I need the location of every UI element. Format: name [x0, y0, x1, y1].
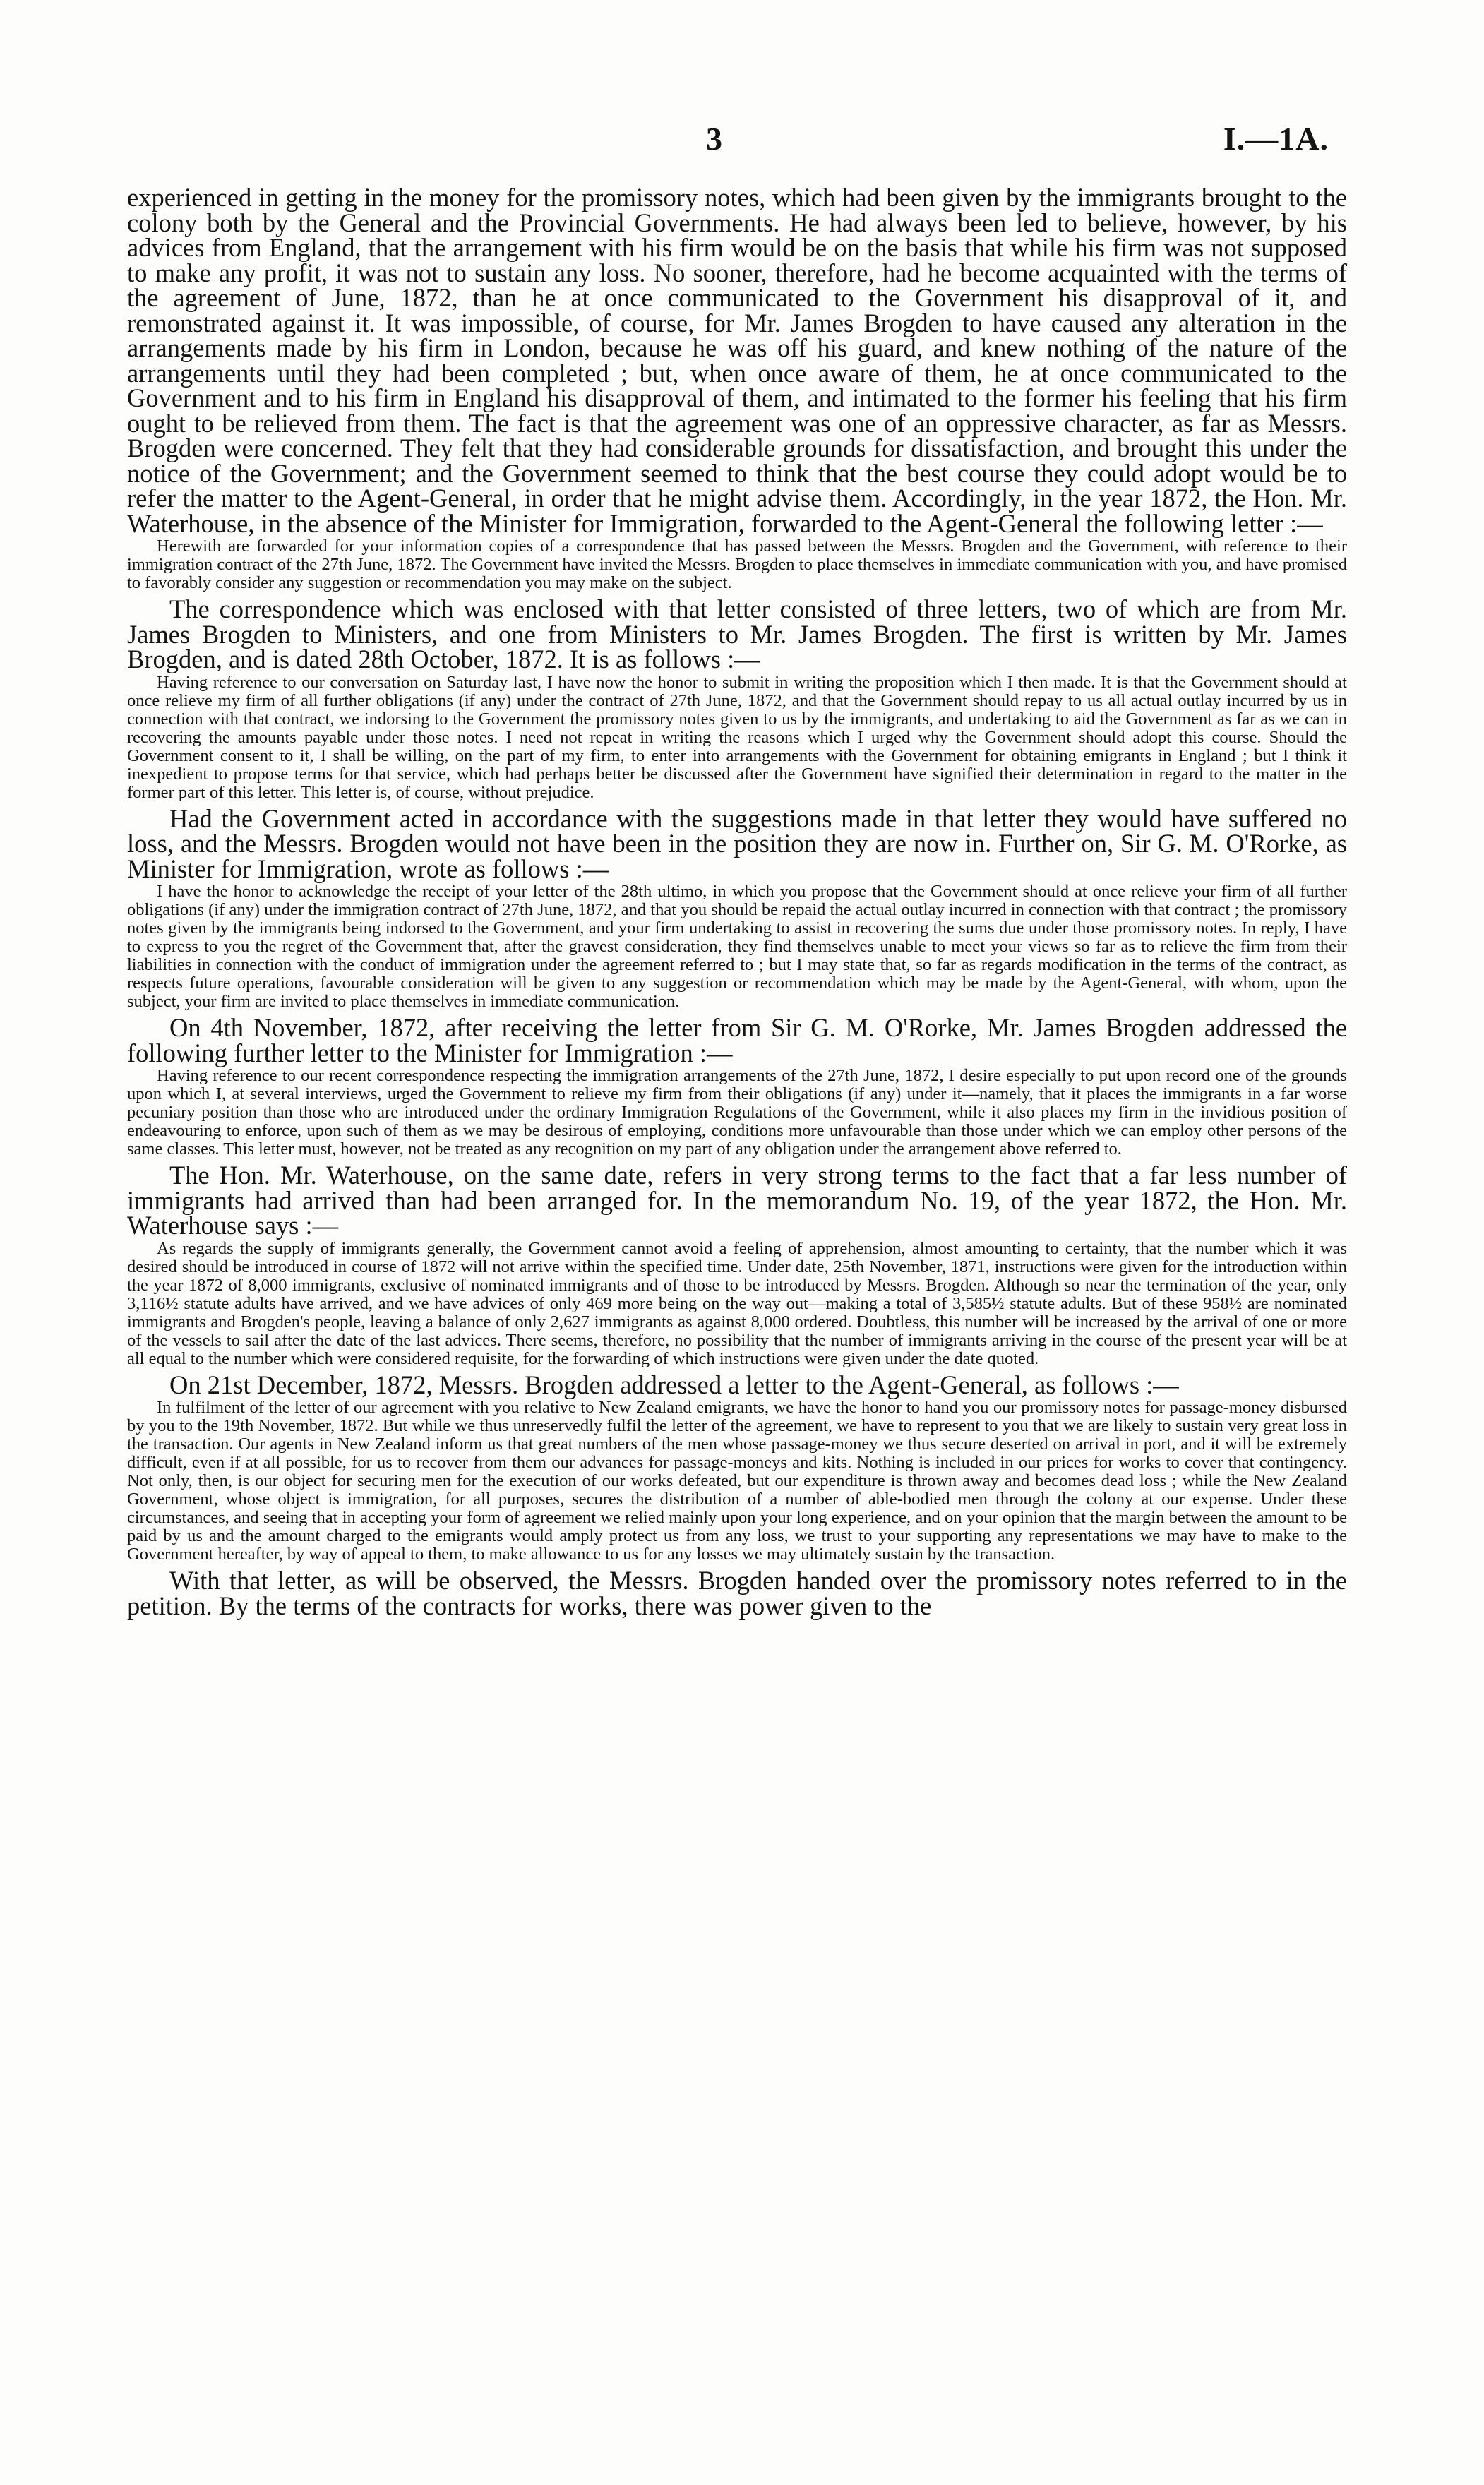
page-body: [127, 185, 1347, 1618]
page-number: 3: [706, 121, 722, 157]
quoted-letter: I have the honor to acknowledge the receipt of your letter of the 28th ultimo, in which you propose that the Government should at once relieve your firm of all further obligations (if any) under the immigration contract of 27th June, 1872, and that you should be repaid the actual outlay incurred in connection with that contract ; the promissory notes given by the immigrants being indorsed to the Government, and your firm undertaking to assist in recovering the sums due under those promissory notes. In reply, I have to express to you the regret of the Government that, after the gravest consideration, they find themselves unable to meet your views so far as to relieve the firm from their liabilities in connection with the conduct of immigration under the agreement referred to ; but I may state that, so far as regards modification in the terms of the contract, as respects future operations, favourable consideration will be given to any suggestion or recommendation which may be made by the Agent-General, with whom, upon the subject, your firm are invited to place themselves in immediate communication.: [127, 882, 1347, 1011]
body-paragraph: With that letter, as will be observed, the Messrs. Brogden handed over the promissory notes referred to in the petition. By the terms of the contracts for works, there was power given to the: [127, 1566, 1347, 1620]
page-header: [0, 120, 1484, 169]
body-paragraph: The correspondence which was enclosed with that letter consisted of three letters, two of which are from Mr. James Brogden to Ministers, and one from Ministers to Mr. James Brogden. The first is written by Mr. James Brogden, and is dated 28th October, 1872. It is as follows :—: [127, 594, 1347, 673]
body-paragraph: On 21st December, 1872, Messrs. Brogden addressed a letter to the Agent-General, as follows :—: [169, 1370, 1179, 1399]
body-paragraph: The Hon. Mr. Waterhouse, on the same date, refers in very strong terms to the fact that a far less number of immigrants had arrived than had been arranged for. In the memorandum No. 19, of the year 1872, the Hon. Mr. Waterhouse says :—: [127, 1161, 1347, 1240]
quoted-letter: Having reference to our recent correspondence respecting the immigration arrangements of the 27th June, 1872, I desire especially to put upon record one of the grounds upon which I, at several interviews, urged the Government to relieve my firm from their obligations (if any) under it—namely, that it places the immigrants in a far worse pecuniary position than those who are introduced under the ordinary Immigration Regulations of the Government, while it also places my firm in the invidious position of endeavouring to enforce, upon such of them as we may be desirous of employing, conditions more unfavourable than those under which we can employ other persons of the same classes. This letter must, however, not be treated as any recognition on my part of any obligation under the arrangement above referred to.: [127, 1066, 1347, 1158]
quoted-memorandum: As regards the supply of immigrants generally, the Government cannot avoid a feeling of apprehension, almost amounting to certainty, that the number which it was desired should be introduced in course of 1872 will not arrive within the specified time. Under date, 25th November, 1871, instructions were given for the introduction within the year 1872 of 8,000 immigrants, exclusive of nominated immigrants and of those to be introduced by Messrs. Brogden. Although so near the termination of the year, only 3,116½ statute adults have arrived, and we have advices of only 469 more being on the way out—making a total of 3,585½ statute adults. But of these 958½ are nominated immigrants and Brogden's people, leaving a balance of only 2,627 immigrants as against 8,000 ordered. Doubtless, this number will be increased by the arrival of one or more of the vessels to sail after the date of the last advices. There seems, therefore, no possibility that the number of immigrants arriving in the course of the present year will be at all equal to the number which were considered requisite, for the forwarding of which instructions were given under the date quoted.: [127, 1238, 1347, 1368]
document-reference: I.—1A.: [1223, 121, 1329, 157]
quoted-letter: Herewith are forwarded for your information copies of a correspondence that has passed between the Messrs. Brogden and the Government, with reference to their immigration contract of the 27th June, 1872. The Government have invited the Messrs. Brogden to place themselves in immediate communication with you, and have promised to favorably consider any suggestion or recommendation you may make on the subject.: [127, 537, 1347, 592]
body-paragraph: Had the Government acted in accordance with the suggestions made in that letter they would have suffered no loss, and the Messrs. Brogden would not have been in the position they are now in. Further on, Sir G. M. O'Rorke, as Minister for Immigration, wrote as follows :—: [127, 803, 1347, 883]
quoted-letter: In fulfilment of the letter of our agreement with you relative to New Zealand emigrants, we have the honor to hand you our promissory notes for passage-money disbursed by you to the 19th November, 1872. But while we thus unreservedly fulfil the letter of the agreement, we have to represent to you that we are likely to sustain very great loss in the transaction. Our agents in New Zealand inform us that great numbers of the men whose passage-money we thus secure deserted on arrival in port, and it will be extremely difficult, even if at all possible, for us to recover from them our advances for passage-moneys and kits. Nothing is included in our prices for works to cover that contingency. Not only, then, is our object for securing men for the execution of our works defeated, but our expenditure is thrown away and becomes dead loss ; while the New Zealand Government, whose object is immigration, for all purposes, secures the distribution of a number of able-bodied men through the colony at our expense. Under these circumstances, and seeing that in accepting your form of agreement we relied mainly upon your long experience, and on your opinion that the margin between the amount to be paid by us and the amount charged to the emigrants would amply protect us from any loss, we trust to your supporting any representations we may have to make to the Government hereafter, by way of appeal to them, to make allowance to us for any losses we may ultimately sustain by the transaction.: [127, 1398, 1347, 1564]
body-paragraph: On 4th November, 1872, after receiving the letter from Sir G. M. O'Rorke, Mr. James Brogden addressed the following further letter to the Minister for Immigration :—: [127, 1013, 1347, 1067]
body-paragraph: experienced in getting in the money for the promissory notes, which had been given by the immigrants brought to the colony both by the General and the Provincial Governments. He had always been led to believe, however, by his advices from England, that the arrangement with his firm would be on the basis that while his firm was not supposed to make any profit, it was not to sustain any loss. No sooner, therefore, had he become acquainted with the terms of the agreement of June, 1872, than he at once communicated to the Government his disapproval of it, and remonstrated against it. It was impossible, of course, for Mr. James Brogden to have caused any alteration in the arrangements made by his firm in London, because he was off his guard, and knew nothing of the nature of the arrangements until they had been completed ; but, when once aware of them, he at once communicated to the Government and to his firm in England his disapproval of them, and intimated to the former his feeling that his firm ought to be relieved from them. The fact is that the agreement was one of an oppressive character, as far as Messrs. Brogden were concerned. They felt that they had considerable grounds for dissatisfaction, and brought this under the notice of the Government; and the Government seemed to think that the best course they could adopt would be to refer the matter to the Agent-General, in order that he might advise them. Accordingly, in the year 1872, the Hon. Mr. Waterhouse, in the absence of the Minister for Immigration, forwarded to the Agent-General the following letter :—: [127, 183, 1347, 538]
quoted-letter: Having reference to our conversation on Saturday last, I have now the honor to submit in writing the proposition which I then made. It is that the Government should at once relieve my firm of all further obligations (if any) under the contract of 27th June, 1872, and that the Government should repay to us all actual outlay incurred by us in connection with that contract, we indorsing to the Government the promissory notes given to us by the immigrants, and undertaking to aid the Government as far as we can in recovering the amounts payable under those notes. I need not repeat in writing the reasons which I urged why the Government should adopt this course. Should the Government consent to it, I shall be willing, on the part of my firm, to enter into arrangements with the Government for obtaining emigrants in England ; but I think it inexpedient to propose terms for that service, which had perhaps better be discussed after the Government have signified their determination in regard to the matter in the former part of this letter. This letter is, of course, without prejudice.: [127, 672, 1347, 802]
